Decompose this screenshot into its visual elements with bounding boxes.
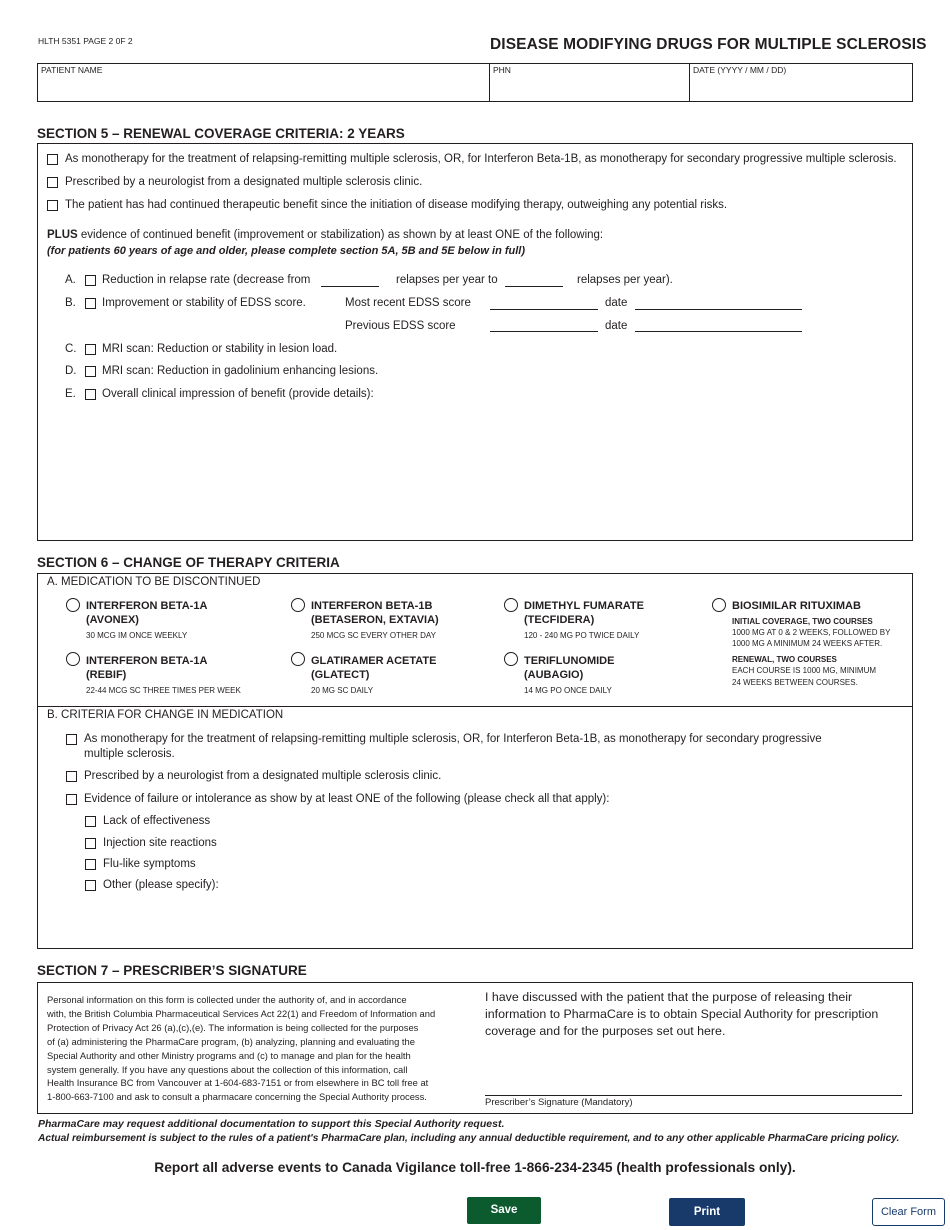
privacy-line: system generally. If you have any questions about the collection of this information, call <box>47 1063 408 1075</box>
clinical-impression-input[interactable] <box>100 406 904 538</box>
print-button[interactable]: Print <box>669 1198 745 1226</box>
drug-tecfidera <box>524 599 644 627</box>
drug-name: GLATIRAMER ACETATE <box>311 655 437 667</box>
sub-item-label: Other (please specify): <box>103 879 219 891</box>
privacy-line: with, the British Columbia Pharmaceutical Services Act 22(1) and Freedom of Information and <box>47 1007 436 1019</box>
radio-interferon-beta-1a-avonex[interactable] <box>66 598 80 612</box>
s5-a-end: relapses per year). <box>577 274 673 286</box>
privacy-line: 1-800-663-7100 and ask to consult a pharmacare concerning the Special Authority process. <box>47 1091 427 1103</box>
sub-item-label: Lack of effectiveness <box>103 815 211 827</box>
drug-brand: (BETASERON, EXTAVIA) <box>311 614 439 626</box>
s6-criteria-3-checkbox[interactable] <box>66 794 77 805</box>
privacy-line: Personal information on this form is collected under the authority of, and in accordance <box>47 994 407 1005</box>
recent-date-line[interactable] <box>635 309 802 310</box>
previous-date-line[interactable] <box>635 331 802 332</box>
drug-avonex <box>86 599 207 627</box>
previous-edss-line[interactable] <box>490 331 598 332</box>
section5-heading: SECTION 5 – RENEWAL COVERAGE CRITERIA: 2 YEARS <box>37 126 405 141</box>
drug-brand: (AVONEX) <box>86 614 139 626</box>
drug-name: TERIFLUNOMIDE <box>524 655 615 667</box>
s6-criteria-1-checkbox[interactable] <box>66 734 77 745</box>
s5-a-text: Reduction in relapse rate (decrease from <box>102 274 311 286</box>
s5-a-checkbox[interactable] <box>85 275 96 286</box>
radio-biosimilar-rituximab[interactable] <box>712 598 726 612</box>
patient-info-table <box>37 63 913 102</box>
privacy-line: Health Insurance BC from Vancouver at 1-604-683-7151 or from elsewhere in BC toll free at <box>47 1077 429 1089</box>
ritux-renewal-1: EACH COURSE IS 1000 MG, MINIMUM <box>732 666 877 675</box>
s5-e-checkbox[interactable] <box>85 389 96 400</box>
s6-criteria-1b: multiple sclerosis. <box>84 748 175 760</box>
ritux-renewal-2: 24 WEEKS BETWEEN COURSES. <box>732 678 858 687</box>
s5-b-text: Improvement or stability of EDSS score. <box>102 297 306 309</box>
s5-d-letter: D. <box>65 365 77 377</box>
drug-name: INTERFERON BETA-1A <box>86 655 208 667</box>
s5-criteria-3-checkbox[interactable] <box>47 200 58 211</box>
radio-teriflunomide[interactable] <box>504 652 518 666</box>
signature-label: Prescriber’s Signature (Mandatory) <box>485 1097 633 1108</box>
drug-name: INTERFERON BETA-1A <box>86 600 208 612</box>
date-input[interactable] <box>693 78 912 100</box>
drug-dose: 22-44 MCG SC THREE TIMES PER WEEK <box>86 686 241 695</box>
ritux-renewal-title: RENEWAL, TWO COURSES <box>732 655 837 664</box>
privacy-line: Protection of Privacy Act 26 (a),(c),(e). The information is being collected for the purposes <box>47 1021 419 1033</box>
recent-edss-line[interactable] <box>490 309 598 310</box>
radio-interferon-beta-1b[interactable] <box>291 598 305 612</box>
flu-like-symptoms-checkbox[interactable] <box>85 859 96 870</box>
recent-edss-label: Most recent EDSS score <box>345 297 471 309</box>
section6-divider <box>37 706 913 707</box>
s6-a-label: A. MEDICATION TO BE DISCONTINUED <box>47 576 261 588</box>
drug-brand: (AUBAGIO) <box>524 669 584 681</box>
s5-b-checkbox[interactable] <box>85 298 96 309</box>
s5-c-checkbox[interactable] <box>85 344 96 355</box>
phn-label: PHN <box>493 65 511 75</box>
s5-b-letter: B. <box>65 297 76 309</box>
drug-name: DIMETHYL FUMARATE <box>524 600 644 612</box>
drug-rituximab: BIOSIMILAR RITUXIMAB <box>732 600 861 612</box>
previous-date-label: date <box>605 320 628 332</box>
footer-note-2: Actual reimbursement is subject to the rules of a patient's PharmaCare plan, including any annual deductible requirement, and to any other applicable PharmaCare pricing policy. <box>38 1133 900 1144</box>
save-button[interactable]: Save <box>467 1197 541 1224</box>
s5-a-letter: A. <box>65 274 76 286</box>
radio-dimethyl-fumarate[interactable] <box>504 598 518 612</box>
date-label: DATE (YYYY / MM / DD) <box>693 65 787 75</box>
drug-brand: (GLATECT) <box>311 669 370 681</box>
drug-dose: 30 MCG IM ONCE WEEKLY <box>86 631 188 640</box>
sub-item-label: Flu-like symptoms <box>103 858 196 870</box>
clear-form-button[interactable]: Clear Form <box>872 1198 945 1226</box>
section7-heading: SECTION 7 – PRESCRIBER’S SIGNATURE <box>37 963 307 978</box>
drug-dose: 20 MG SC DAILY <box>311 686 374 695</box>
s5-a-mid: relapses per year to <box>396 274 498 286</box>
ritux-initial-title: INITIAL COVERAGE, TWO COURSES <box>732 617 873 626</box>
drug-aubagio <box>524 654 614 682</box>
ritux-initial-2: 1000 MG A MINIMUM 24 WEEKS AFTER. <box>732 639 883 648</box>
phn-input[interactable] <box>493 78 687 100</box>
drug-brand: (REBIF) <box>86 669 127 681</box>
plus-bold: PLUS <box>47 229 78 241</box>
s5-criteria-2-text: Prescribed by a neurologist from a designated multiple sclerosis clinic. <box>65 176 423 188</box>
recent-date-label: date <box>605 297 628 309</box>
radio-glatiramer-acetate[interactable] <box>291 652 305 666</box>
signature-line[interactable] <box>485 1095 902 1096</box>
radio-interferon-beta-1a-rebif[interactable] <box>66 652 80 666</box>
relapse-from-line[interactable] <box>321 286 379 287</box>
s5-c-text: MRI scan: Reduction or stability in lesion load. <box>102 343 338 355</box>
injection-site-reactions-checkbox[interactable] <box>85 838 96 849</box>
s5-criteria-3-text: The patient has had continued therapeutic benefit since the initiation of disease modifying therapy, outweighing any potential risks. <box>65 199 728 211</box>
s6-criteria-2-checkbox[interactable] <box>66 771 77 782</box>
form-id: HLTH 5351 PAGE 2 0F 2 <box>38 36 133 46</box>
other-specify-input[interactable] <box>100 897 904 947</box>
s6-criteria-3: Evidence of failure or intolerance as show by at least ONE of the following (please check all that apply): <box>84 793 610 805</box>
s6-criteria-2: Prescribed by a neurologist from a designated multiple sclerosis clinic. <box>84 770 442 782</box>
s5-plus-note: (for patients 60 years of age and older, please complete section 5A, 5B and 5E below in full) <box>47 245 526 257</box>
s5-c-letter: C. <box>65 343 77 355</box>
s5-e-letter: E. <box>65 388 76 400</box>
footer-note-1: PharmaCare may request additional documentation to support this Special Authority request. <box>38 1118 505 1130</box>
drug-dose: 120 - 240 MG PO TWICE DAILY <box>524 631 640 640</box>
ritux-initial-1: 1000 MG AT 0 & 2 WEEKS, FOLLOWED BY <box>732 628 891 637</box>
prescriber-declaration: I have discussed with the patient that the purpose of releasing their information to PharmaCare is to obtain Special Authority for prescription coverage and for the purposes set out here. <box>485 990 879 1038</box>
drug-glatect <box>311 654 436 682</box>
s6-b-label: B. CRITERIA FOR CHANGE IN MEDICATION <box>47 709 284 721</box>
s6-criteria-1a: As monotherapy for the treatment of relapsing-remitting multiple sclerosis, OR, for Interferon Beta-1B, as monotherapy for secondary progressive <box>84 733 822 745</box>
other-checkbox[interactable] <box>85 880 96 891</box>
s5-criteria-1-text: As monotherapy for the treatment of relapsing-remitting multiple sclerosis, OR, for Interferon Beta-1B, as monotherapy for secondary progressive multiple sclerosis. <box>65 153 897 165</box>
privacy-notice <box>47 993 457 1104</box>
s5-d-text: MRI scan: Reduction in gadolinium enhancing lesions. <box>102 365 379 377</box>
drug-dose: 14 MG PO ONCE DAILY <box>524 686 612 695</box>
drug-betaseron <box>311 599 439 627</box>
privacy-line: Special Authority and other Ministry programs and (c) to manage and plan for the health <box>47 1049 411 1061</box>
s5-plus-line <box>47 229 603 241</box>
previous-edss-label: Previous EDSS score <box>345 320 456 332</box>
patient-name-label: PATIENT NAME <box>41 65 103 75</box>
lack-of-effectiveness-checkbox[interactable] <box>85 816 96 827</box>
plus-text: evidence of continued benefit (improvement or stabilization) as shown by at least ONE of the following: <box>77 229 604 241</box>
form-title: DISEASE MODIFYING DRUGS FOR MULTIPLE SCLEROSIS <box>490 36 927 53</box>
sub-item-label: Injection site reactions <box>103 837 217 849</box>
s5-e-text: Overall clinical impression of benefit (provide details): <box>102 388 374 400</box>
relapse-to-line[interactable] <box>505 286 563 287</box>
drug-dose: 250 MCG SC EVERY OTHER DAY <box>311 631 436 640</box>
s5-criteria-2-checkbox[interactable] <box>47 177 58 188</box>
patient-name-input[interactable] <box>42 78 486 100</box>
drug-brand: (TECFIDERA) <box>524 614 595 626</box>
drug-rebif <box>86 654 207 682</box>
drug-name: INTERFERON BETA-1B <box>311 600 433 612</box>
s5-d-checkbox[interactable] <box>85 366 96 377</box>
s5-criteria-1-checkbox[interactable] <box>47 154 58 165</box>
privacy-line: of (a) administering the PharmaCare program, (b) analyzing, planning and evaluating the <box>47 1035 415 1047</box>
adverse-events-notice: Report all adverse events to Canada Vigilance toll-free 1-866-234-2345 (health professionals only). <box>154 1160 796 1175</box>
section6-heading: SECTION 6 – CHANGE OF THERAPY CRITERIA <box>37 555 340 570</box>
